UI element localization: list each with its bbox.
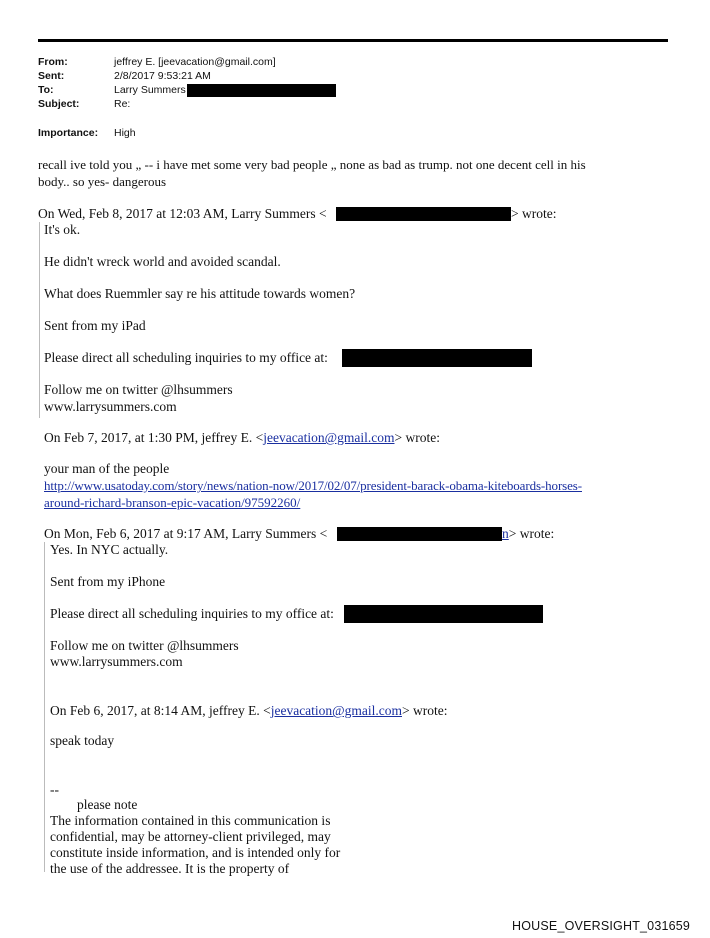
quote1-line-6: Follow me on twitter @lhsummers <box>44 382 233 397</box>
quote4-header <box>50 703 447 719</box>
from-value: jeffrey E. [jeevacation@gmail.com] <box>114 56 276 68</box>
quote1-line-1: It's ok. <box>44 222 81 237</box>
quote3-line-4: Follow me on twitter @lhsummers <box>50 638 239 653</box>
quote2-header-prefix: On Feb 7, 2017, at 1:30 PM, jeffrey E. < <box>44 430 264 445</box>
subject-value: Re: <box>114 98 131 110</box>
quote1-line-2: He didn't wreck world and avoided scandal. <box>44 254 281 269</box>
body-line-2: body.. so yes- dangerous <box>38 174 167 189</box>
quote3-line-2: Sent from my iPhone <box>50 574 166 589</box>
body-line-1: recall ive told you „ -- i have met some very bad people „ none as bad as trump. not one decent cell in his <box>38 157 586 172</box>
quote1-header-suffix: > wrote: <box>511 206 557 221</box>
redaction-q1-office <box>342 349 532 367</box>
quote2-url-line-1[interactable] <box>44 478 582 494</box>
bates-number: HOUSE_OVERSIGHT_031659 <box>512 919 691 933</box>
importance-value: High <box>114 127 136 139</box>
to-label: To: <box>38 84 54 96</box>
disclaimer-line-3: constitute inside information, and is intended only for <box>50 845 341 860</box>
top-rule <box>38 39 668 42</box>
quote2-header-suffix: > wrote: <box>394 430 440 445</box>
redaction-q1-email <box>336 207 511 221</box>
quote3-line-5: www.larrysummers.com <box>50 654 183 669</box>
sent-label: Sent: <box>38 70 65 82</box>
quote1-line-7: www.larrysummers.com <box>44 399 177 414</box>
importance-label: Importance: <box>38 127 99 139</box>
redaction-q3-office <box>344 605 543 623</box>
quote4-email-link[interactable]: jeevacation@gmail.com <box>270 703 402 718</box>
quote2-line-1: your man of the people <box>44 461 170 476</box>
quote4-line-1: speak today <box>50 733 115 748</box>
quote1-bar <box>39 222 40 418</box>
quote3-header-suffix: > wrote: <box>508 526 555 541</box>
signature-dash: -- <box>50 782 59 797</box>
quote2-url-line-2[interactable] <box>44 495 300 511</box>
signature-note: please note <box>77 797 138 812</box>
article-link-part-1[interactable]: http://www.usatoday.com/story/news/nation-now/2017/02/07/president-barack-obama-kiteboards-horses- <box>44 478 582 493</box>
quote1-line-5: Please direct all scheduling inquiries to my office at: <box>44 350 328 365</box>
to-value: Larry Summers <box>114 84 186 96</box>
quote1-header-prefix: On Wed, Feb 8, 2017 at 12:03 AM, Larry Summers < <box>38 206 327 221</box>
quote3-email-tail: n <box>502 526 509 541</box>
quote3-bar <box>44 542 45 872</box>
disclaimer-line-1: The information contained in this communication is <box>50 813 331 828</box>
redaction-to-email <box>187 84 336 97</box>
quote3-line-1: Yes. In NYC actually. <box>50 542 169 557</box>
sent-value: 2/8/2017 9:53:21 AM <box>114 70 211 82</box>
quote3-header-prefix: On Mon, Feb 6, 2017 at 9:17 AM, Larry Summers < <box>44 526 328 541</box>
quote1-line-3: What does Ruemmler say re his attitude towards women? <box>44 286 356 301</box>
quote4-header-prefix: On Feb 6, 2017, at 8:14 AM, jeffrey E. < <box>50 703 271 718</box>
disclaimer-line-2: confidential, may be attorney-client privileged, may <box>50 829 331 844</box>
quote3-header-tail <box>502 526 554 542</box>
from-label: From: <box>38 56 68 68</box>
quote3-line-3: Please direct all scheduling inquiries to my office at: <box>50 606 334 621</box>
quote2-email-link[interactable]: jeevacation@gmail.com <box>263 430 395 445</box>
quote2-header <box>44 430 440 446</box>
quote1-line-4: Sent from my iPad <box>44 318 146 333</box>
redaction-q3-email <box>337 527 502 541</box>
article-link-part-2[interactable]: around-richard-branson-epic-vacation/97592260/ <box>44 495 301 510</box>
disclaimer-line-4: the use of the addressee. It is the property of <box>50 861 290 876</box>
quote4-header-suffix: > wrote: <box>401 703 448 718</box>
subject-label: Subject: <box>38 98 80 110</box>
